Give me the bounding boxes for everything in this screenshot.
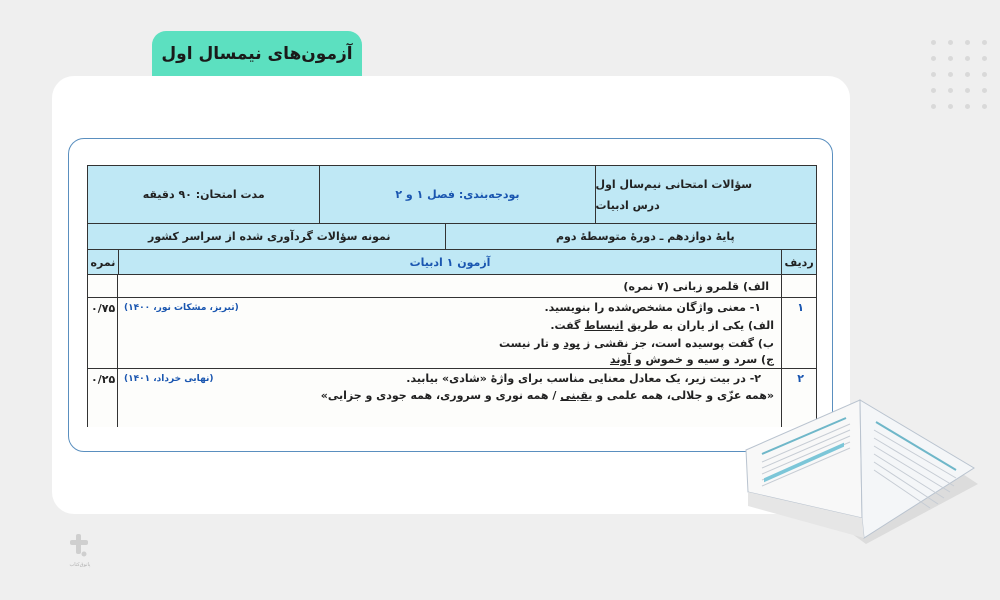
term-underlined: یقینی <box>560 389 593 402</box>
section-divider <box>88 297 816 298</box>
column-header-row <box>87 249 817 274</box>
grade-cell <box>445 224 816 249</box>
page-title: آزمون‌های نیمسال اول <box>161 44 353 64</box>
question-1-item-b: ب) گفت پوسیده است، جز نقشی ز پود و تار نیست <box>499 337 774 350</box>
exam-title-cell <box>595 166 816 223</box>
question-1-prompt: ۱- معنی واژگان مشخص‌شده را بنویسید. <box>544 301 761 314</box>
term-underlined: انبساط <box>584 319 624 332</box>
row-col-label: ردیف <box>784 255 814 269</box>
grade-row <box>87 223 817 249</box>
document-preview-frame <box>68 138 833 452</box>
section-heading: الف) قلمرو زبانی (۷ نمره) <box>623 280 769 293</box>
term-underlined: پود <box>563 337 581 350</box>
question-1-number: ۱ <box>797 301 804 314</box>
exam-sheet <box>87 165 817 427</box>
brand-logo-text: پاتوق‌کتاب <box>69 562 91 568</box>
brand-logo <box>58 532 98 572</box>
question-2-source: (نهایی خرداد، ۱۴۰۱) <box>124 374 214 384</box>
duration-cell <box>88 166 319 223</box>
book-illustration <box>742 388 984 556</box>
grade-text: پایهٔ دوازدهم ـ دورهٔ متوسطهٔ دوم <box>555 230 735 243</box>
question-2-prompt: ۲- در بیت زیر، یک معادل معنایی مناسب برای واژهٔ «شادی» بیابید. <box>406 372 761 385</box>
exam-name-label: آزمون ۱ ادبیات <box>409 255 491 269</box>
question-1-item-a: الف) یکی از یاران به طریق انبساط گفت. <box>550 319 774 332</box>
question-1-item-c: ج) سرد و سیه و خموش و آوند <box>609 353 774 366</box>
term-underlined: آوند <box>609 353 632 366</box>
budget-cell <box>319 166 594 223</box>
exam-subject: درس ادبیات <box>595 198 660 212</box>
question-divider <box>88 368 816 369</box>
question-2-score: ۰/۲۵ <box>91 373 116 386</box>
duration-text: مدت امتحان: ۹۰ دقیقه <box>142 188 265 201</box>
exam-name-header <box>118 250 781 274</box>
question-1-source: (تبریز، مشکات نور، ۱۴۰۰) <box>124 303 239 313</box>
exam-title: سؤالات امتحانی نیم‌سال اول <box>595 177 753 191</box>
decorative-dots <box>931 40 988 109</box>
score-col-label: نمره <box>90 255 116 269</box>
question-1-score: ۰/۷۵ <box>91 302 116 315</box>
budget-text: بودجه‌بندی: فصل ۱ و ۲ <box>395 188 520 201</box>
page-title-tab <box>152 31 362 77</box>
score-col-header <box>88 250 118 274</box>
collection-text: نمونه سؤالات گردآوری شده از سراسر کشور <box>148 230 391 243</box>
brand-logo-icon <box>68 532 90 560</box>
question-2-verse: «همه عزّی و جلالی، همه علمی و یقینی / همه نوری و سروری، همه جودی و جزایی» <box>320 389 774 402</box>
row-col-header <box>781 250 816 274</box>
question-2-number: ۲ <box>797 372 804 385</box>
collection-cell <box>88 224 445 249</box>
header-row <box>87 165 817 223</box>
questions-body <box>87 274 817 427</box>
